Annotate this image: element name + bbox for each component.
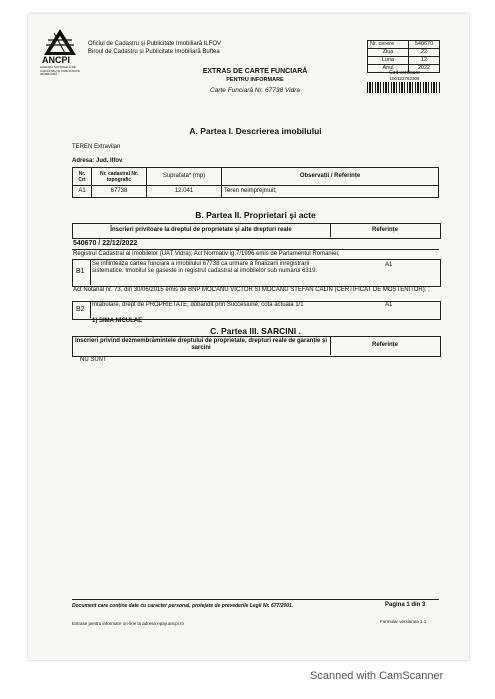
office-line-2: Biroul de Cadastru și Publicitate Imobiliară Buftea: [88, 49, 220, 55]
footer-online: Extrase pentru informare on-line la adresa epay.ancpi.ro: [72, 621, 184, 626]
col-nr-cadastral: Nr. cadastral Nr. topografic: [92, 168, 147, 186]
section-b-col-main: Înscrieri privitoare la dreptul de proprietate și alte drepturi reale: [110, 227, 292, 233]
property-table: [72, 167, 439, 198]
entry-act: Registrul Cadastral al Imobilelor (UAT Vidra); Act Normativ lg.7/1996 emis de Parlamentul Romaniei;: [73, 251, 340, 257]
row-observatii: Teren neimprejmuit;: [222, 186, 439, 198]
section-c-col-main: Inscrieri privind dezmembrămintele dreptului de proprietate, drepturi reale de garanție și sarcini: [74, 338, 328, 351]
logo-text: ANCPI: [42, 55, 71, 65]
table-row: [73, 186, 439, 198]
b1-code: B1: [76, 268, 85, 275]
office-line-1: Oficiul de Cadastru și Publicitate Imobiliară ILFOV: [88, 41, 222, 47]
b1-ref: A1: [385, 262, 393, 268]
logo-subtext: AGENȚIA NAȚIONALĂ DE CADASTRU ȘI PUBLICITATE IMOBILIARĂ: [40, 65, 80, 76]
b2-ref: A1: [385, 302, 393, 308]
section-c-title: C. Partea III. SARCINI .: [210, 326, 301, 336]
section-a-title: A. Partea I. Descrierea imobilului: [189, 126, 322, 136]
cf-line: Carte Funciară Nr. 67738 Vidra: [210, 87, 300, 94]
year-value: 2022: [409, 65, 440, 73]
address: Adresa: Jud. Ilfov: [72, 158, 123, 164]
b2-code: B2: [76, 306, 85, 313]
footer-divider: [72, 599, 439, 600]
section-b-col-ref: Referințe: [371, 227, 398, 233]
entry-id: 540670 / 22/12/2022: [73, 240, 138, 247]
b2-text: Intabulare, drept de PROPRIETATE, dobandit prin Succesiune, cota actuala 1/1: [92, 302, 304, 308]
year-label: Anul: [368, 65, 409, 73]
verify-code: 100122762306: [389, 76, 420, 81]
section-c-col-ref: Referințe: [371, 342, 398, 348]
owner-name: 1) SIMA NICULAE: [92, 318, 143, 324]
request-number-row: [368, 41, 440, 49]
b1-divider: [90, 259, 91, 285]
footer-note: Document care conține date cu caracter personal, protejate de prevederile Legii Nr. 677/2001.: [72, 603, 294, 609]
day-label: Ziua: [368, 49, 409, 57]
b2-divider: [90, 301, 91, 318]
divider-line: [72, 249, 439, 250]
row-suprafata: 12.041: [147, 186, 222, 198]
col-suprafata: Suprafața* (mp): [147, 168, 222, 186]
day-value: 22: [409, 49, 440, 57]
month-row: [368, 57, 440, 65]
scanner-watermark: Scanned with CamScanner: [310, 670, 444, 682]
doc-subtitle: PENTRU INFORMARE: [226, 77, 284, 83]
section-b-title: B. Partea II. Proprietari și acte: [195, 210, 316, 220]
month-value: 12: [409, 57, 440, 65]
act-notarial: Act Notarial nr. 73, din 30/06/2015 emis de BNP MOCANU VICTOR SI MOCANU STEFAN CALIN (CERTIFICAT DE MOSTENITOR); ;: [73, 287, 430, 293]
teren-type: TEREN Extravilan: [72, 144, 121, 150]
footer-version: Formular versiunea 1.1: [380, 619, 427, 624]
verify-label: Cod verificare: [389, 70, 420, 76]
request-info-box: [367, 40, 440, 73]
col-observatii: Observații / Referințe: [222, 168, 439, 186]
table-header-row: [73, 168, 439, 186]
barcode: [367, 82, 441, 93]
section-c-value: NU SUNT: [80, 357, 107, 363]
day-row: [368, 49, 440, 57]
b1-text: Se infiinteaza cartea funciara a imobilului 67738 ca urmare a finalizarii inregistrarii sistematice. Imobilul se gaseste in registrul cadastral al imobilelor sub numarul 6319.: [92, 261, 318, 274]
col-nr-crt: Nr. Crt: [73, 168, 92, 186]
row-nr: A1: [73, 186, 92, 198]
month-label: Luna: [368, 57, 409, 65]
page-number: Pagina 1 din 3: [385, 602, 426, 608]
request-number-value: 540670: [409, 41, 440, 49]
doc-title: EXTRAS DE CARTE FUNCIARĂ: [202, 68, 308, 75]
request-number-label: Nr. cerere: [368, 41, 409, 49]
row-cadastral: 67738: [92, 186, 147, 198]
